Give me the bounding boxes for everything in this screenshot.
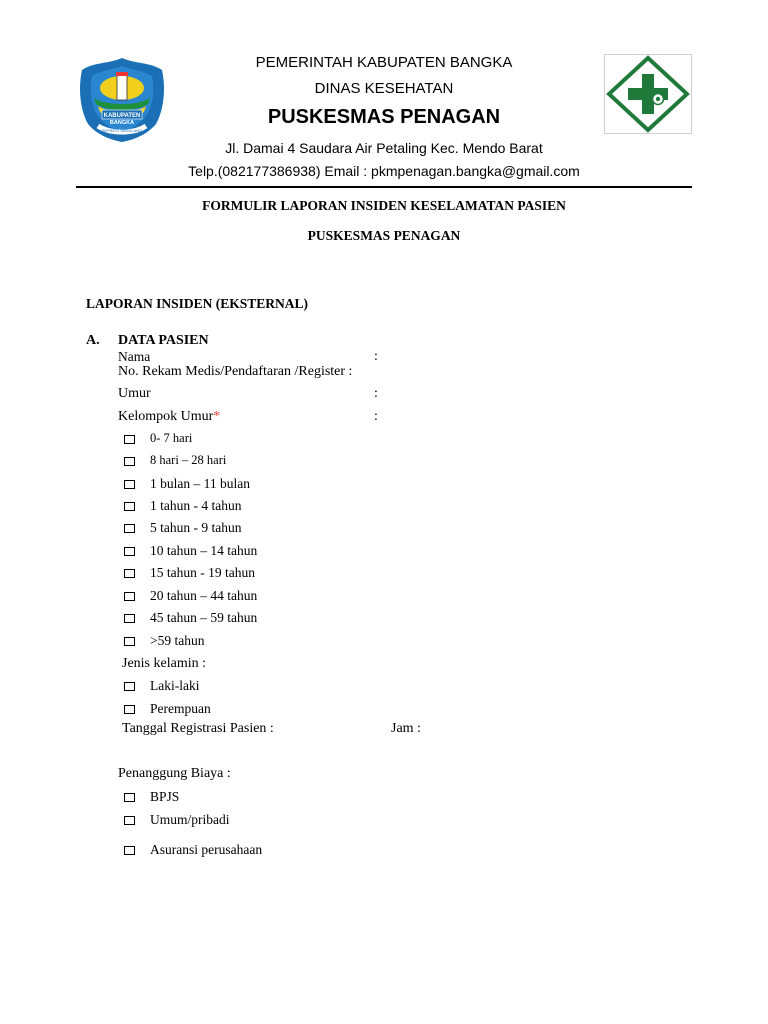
age-checkbox-3[interactable]	[124, 502, 135, 511]
age-option-4: 5 tahun - 9 tahun	[150, 520, 242, 535]
age-option-7: 20 tahun – 44 tahun	[150, 588, 258, 603]
age-option-2: 1 bulan – 11 bulan	[150, 476, 250, 491]
age-checkbox-7[interactable]	[124, 592, 135, 601]
nama-colon: :	[374, 349, 378, 364]
age-checkbox-1[interactable]	[124, 457, 135, 466]
rekam-medis-label: No. Rekam Medis/Pendaftaran /Register :	[118, 364, 353, 379]
gender-option-0: Laki-laki	[150, 678, 200, 693]
penanggung-biaya-label: Penanggung Biaya :	[118, 766, 231, 781]
gender-option-1: Perempuan	[150, 701, 211, 716]
government-line: PEMERINTAH KABUPATEN BANGKA	[255, 54, 513, 71]
age-checkbox-9[interactable]	[124, 637, 135, 646]
tanggal-registrasi-label: Tanggal Registrasi Pasien :	[122, 721, 274, 736]
umur-colon: :	[374, 386, 378, 401]
age-option-8: 45 tahun – 59 tahun	[150, 610, 258, 625]
payer-checkbox-2[interactable]	[124, 846, 135, 855]
payer-option-0: BPJS	[150, 789, 180, 804]
age-option-5: 10 tahun – 14 tahun	[150, 543, 258, 558]
payer-checkbox-1[interactable]	[124, 816, 135, 825]
nama-label: Nama	[118, 349, 151, 364]
age-checkbox-2[interactable]	[124, 480, 135, 489]
umur-label: Umur	[118, 386, 151, 401]
form-subtitle: PUSKESMAS PENAGAN	[307, 228, 461, 243]
payer-checkbox-0[interactable]	[124, 793, 135, 802]
logo-left-motto: SEPINTU SEDULANG	[101, 128, 143, 133]
age-checkbox-5[interactable]	[124, 547, 135, 556]
required-asterisk: *	[213, 409, 221, 424]
age-option-6: 15 tahun - 19 tahun	[150, 565, 255, 580]
age-option-9: >59 tahun	[150, 633, 205, 648]
age-option-0: 0- 7 hari	[150, 431, 193, 445]
logo-left-text2: BANGKA	[109, 120, 135, 126]
address-line: Jl. Damai 4 Saudara Air Petaling Kec. Mendo Barat	[225, 140, 543, 156]
header-divider	[76, 186, 692, 188]
age-checkbox-4[interactable]	[124, 524, 135, 533]
kelompok-umur-text: Kelompok Umur	[118, 409, 214, 424]
age-checkbox-8[interactable]	[124, 614, 135, 623]
puskesmas-title: PUSKESMAS PENAGAN	[267, 106, 501, 128]
payer-option-1: Umum/pribadi	[150, 812, 230, 827]
age-option-1: 8 hari – 28 hari	[150, 453, 227, 467]
form-title: FORMULIR LAPORAN INSIDEN KESELAMATAN PASIEN	[202, 198, 566, 213]
kelompok-umur-label	[118, 409, 220, 425]
payer-option-2: Asuransi perusahaan	[150, 842, 263, 857]
logo-left-text1: KABUPATEN	[103, 113, 141, 119]
gender-checkbox-1[interactable]	[124, 705, 135, 714]
kelompok-umur-colon: :	[374, 409, 378, 424]
age-checkbox-0[interactable]	[124, 435, 135, 444]
contact-line: Telp.(082177386938) Email : pkmpenagan.bangka@gmail.com	[188, 163, 580, 179]
jam-label: Jam :	[391, 721, 421, 736]
jenis-kelamin-label: Jenis kelamin :	[122, 656, 206, 671]
age-checkbox-6[interactable]	[124, 569, 135, 578]
department-line: DINAS KESEHATAN	[314, 80, 454, 97]
section-letter: A.	[86, 333, 100, 348]
section-title: DATA PASIEN	[118, 333, 209, 348]
gender-checkbox-0[interactable]	[124, 682, 135, 691]
report-type-heading: LAPORAN INSIDEN (EKSTERNAL)	[86, 296, 309, 311]
age-option-3: 1 tahun - 4 tahun	[150, 498, 242, 513]
